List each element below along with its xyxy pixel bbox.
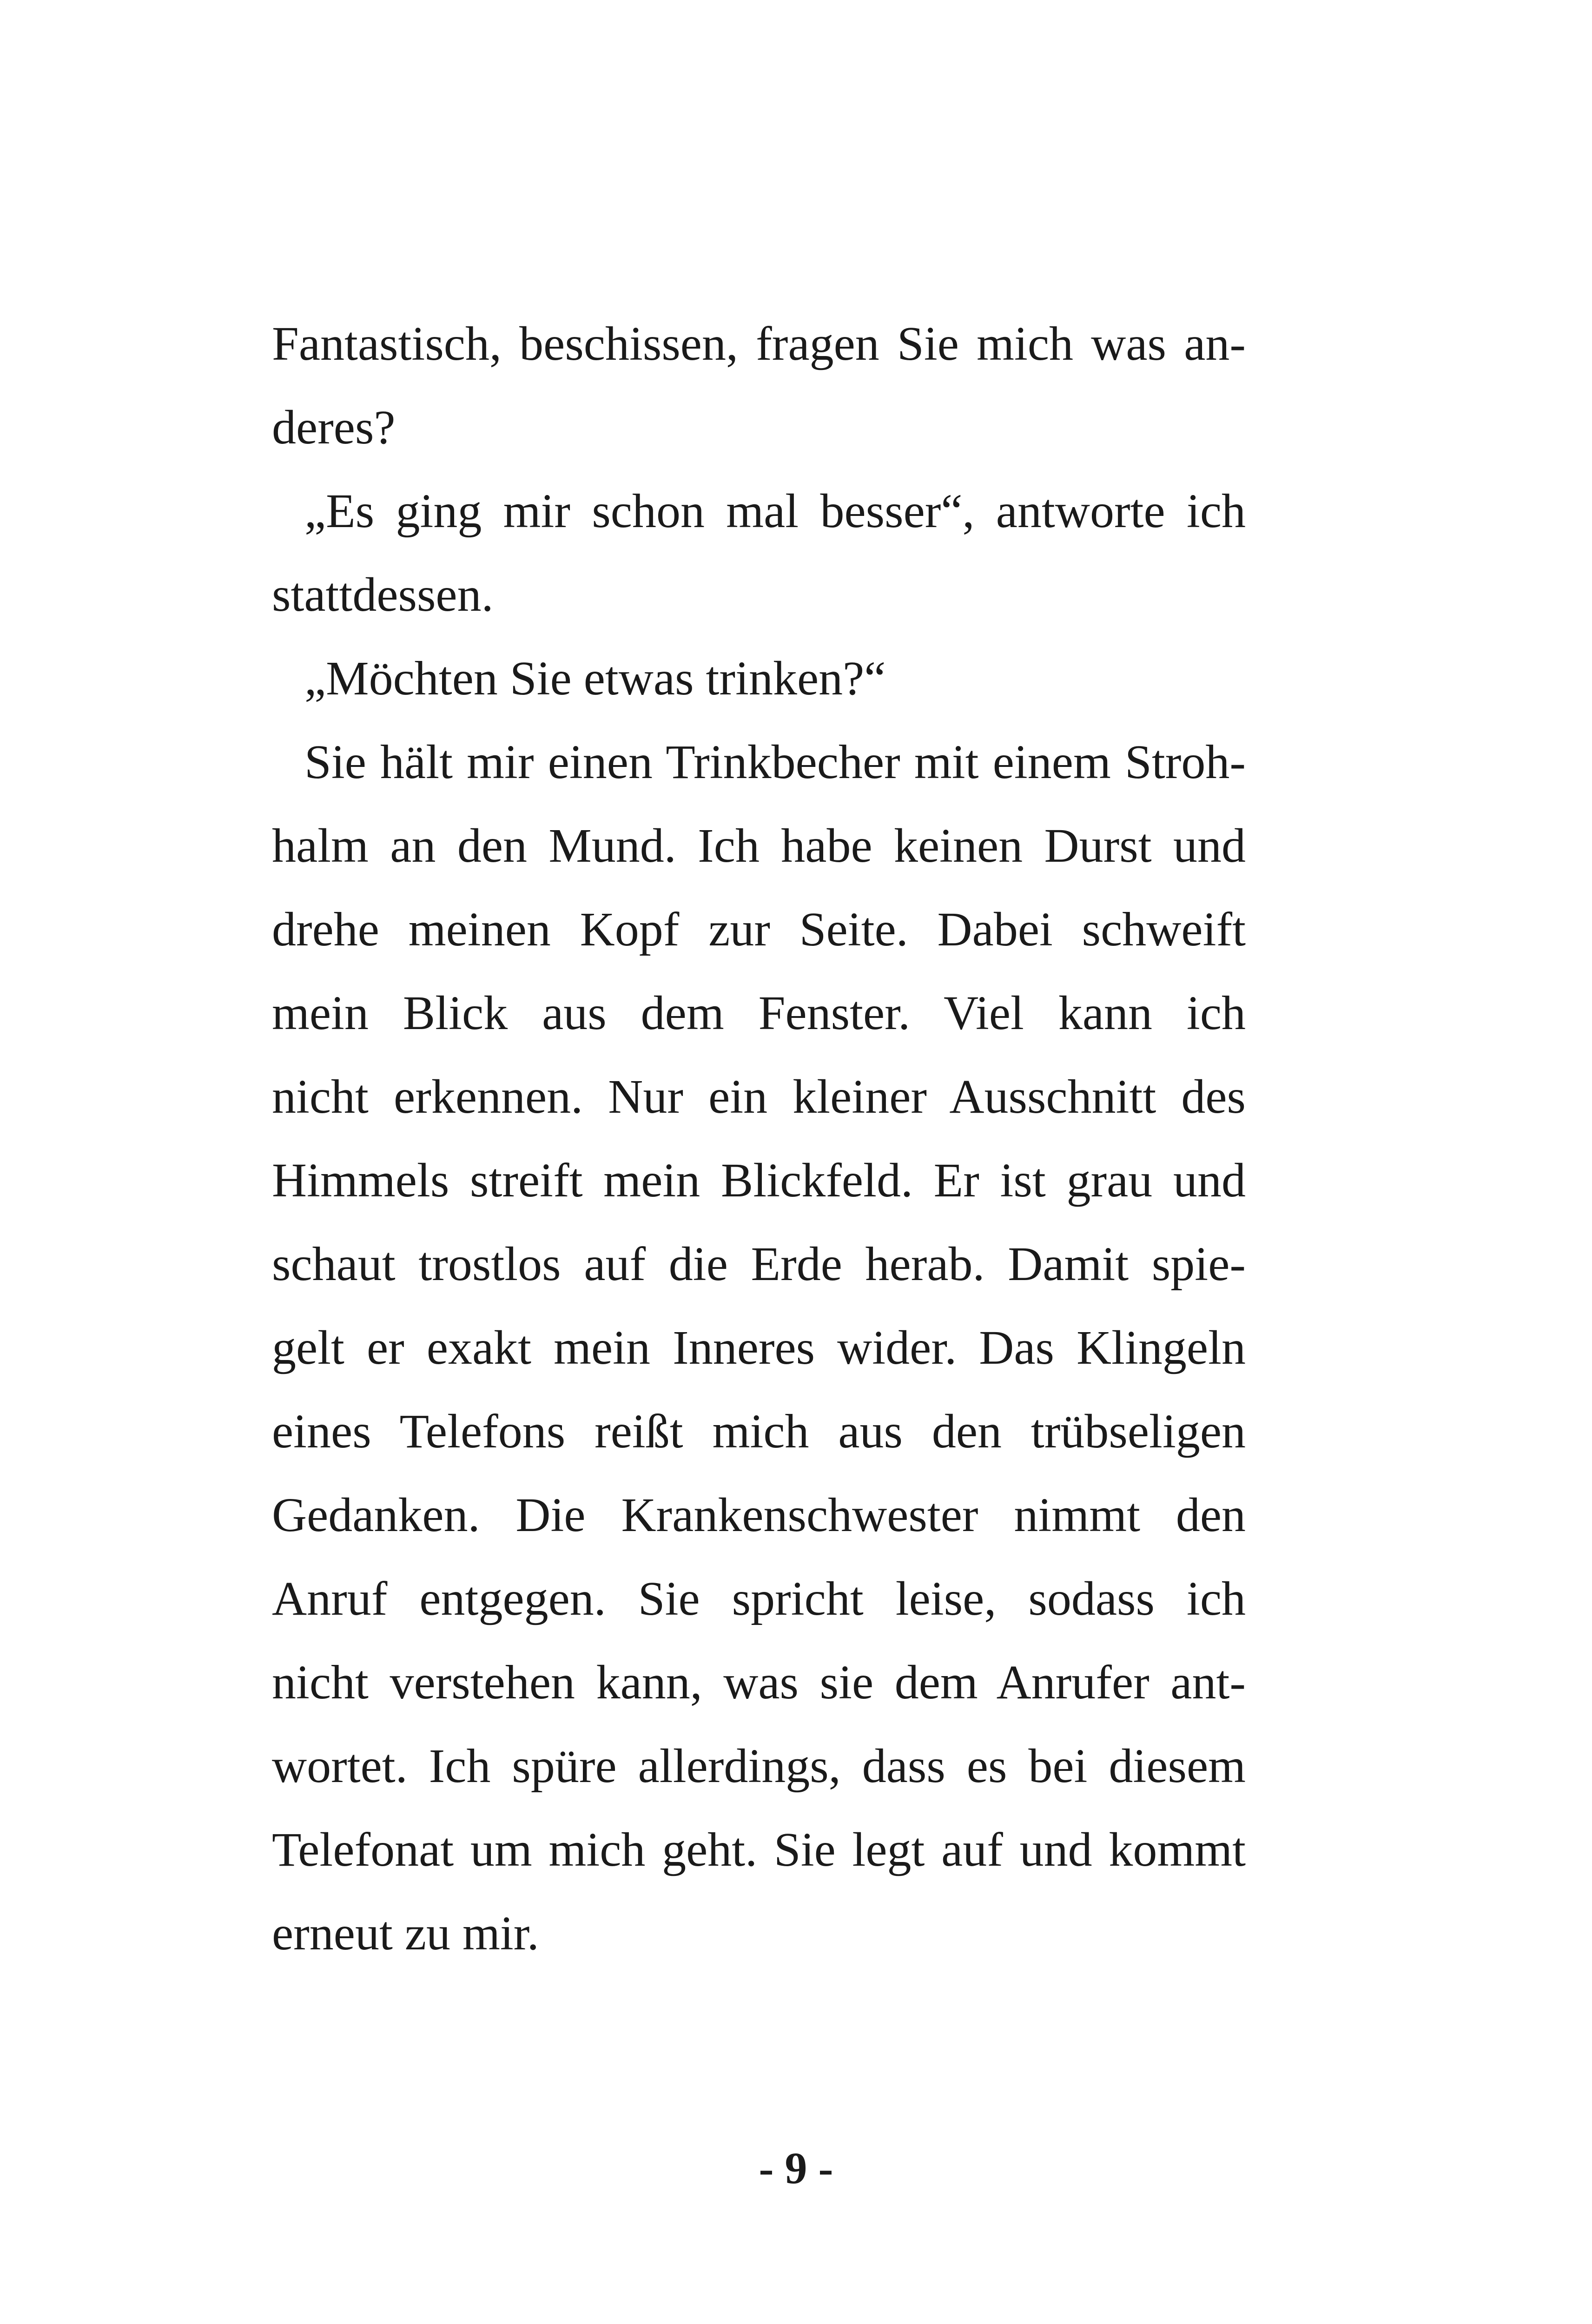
text-line: wortet. Ich spüre allerdings, dass es bei diesem	[272, 1739, 1246, 1793]
text-line: „Es ging mir schon mal besser“, antworte ich	[304, 484, 1246, 538]
text-line: Gedanken. Die Krankenschwester nimmt den	[272, 1488, 1246, 1542]
text-line: drehe meinen Kopf zur Seite. Dabei schweift	[272, 903, 1246, 956]
text-line: Anruf entgegen. Sie spricht leise, sodass ich	[272, 1572, 1246, 1625]
text-line: erneut zu mir.	[272, 1907, 539, 1960]
text-line: gelt er exakt mein Inneres wider. Das Klingeln	[272, 1321, 1246, 1374]
text-line: „Möchten Sie etwas trinken?“	[304, 652, 886, 705]
text-line: Telefonat um mich geht. Sie legt auf und kommt	[272, 1823, 1246, 1876]
text-line: eines Telefons reißt mich aus den trübseligen	[272, 1405, 1246, 1458]
page-number: - 9 -	[759, 2143, 833, 2193]
text-line: nicht verstehen kann, was sie dem Anrufer ant-	[272, 1656, 1246, 1709]
text-line: Himmels streift mein Blickfeld. Er ist grau und	[272, 1154, 1246, 1207]
text-line: schaut trostlos auf die Erde herab. Damit spie-	[272, 1237, 1246, 1291]
text-line: halm an den Mund. Ich habe keinen Durst und	[272, 819, 1246, 872]
text-line: mein Blick aus dem Fenster. Viel kann ich	[272, 986, 1246, 1040]
text-line: Fantastisch, beschissen, fragen Sie mich was an-	[272, 317, 1246, 370]
text-line: nicht erkennen. Nur ein kleiner Ausschnitt des	[272, 1070, 1246, 1123]
text-line: Sie hält mir einen Trinkbecher mit einem Stroh-	[304, 735, 1246, 789]
text-line: deres?	[272, 401, 396, 454]
text-line: stattdessen.	[272, 568, 494, 621]
